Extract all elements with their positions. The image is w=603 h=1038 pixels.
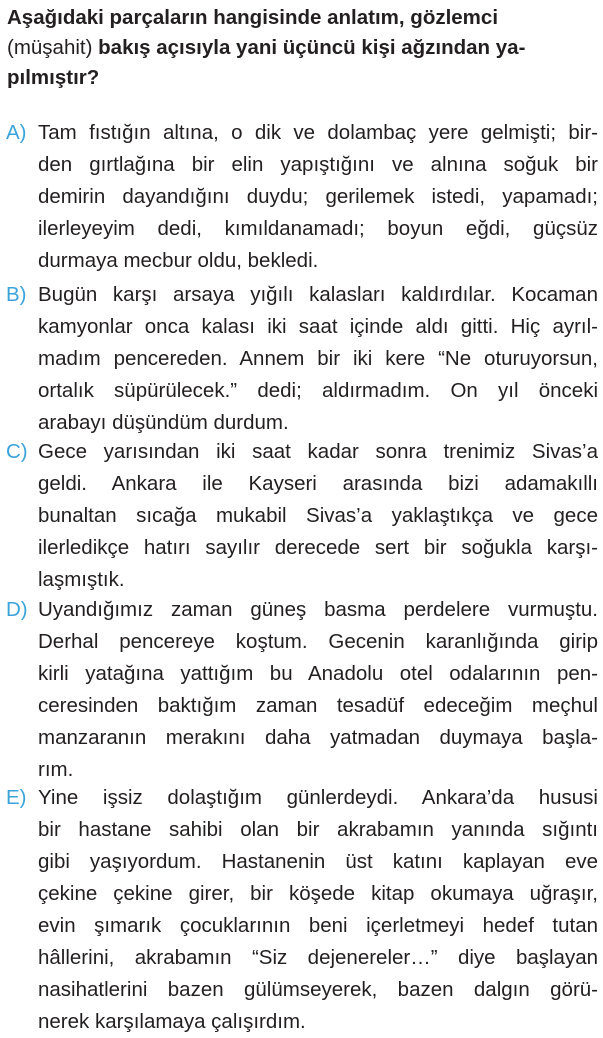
option-line: ceresinden baktığım zaman tesadüf edeceğim meçhul: [38, 694, 598, 717]
option-line: evin şımarık çocuklarının beni içerletmeyi hedef tutan: [38, 914, 598, 937]
option-line: arabayı düşündüm durdum.: [38, 411, 289, 434]
option-line: hâllerini, akrabamın “Siz dejenereler…” diye başlayan: [38, 946, 598, 969]
option-line: Uyandığımız zaman güneş basma perdelere vurmuştu.: [38, 598, 598, 621]
question-line: [7, 63, 597, 93]
option-letter: B): [6, 283, 27, 306]
option-letter: D): [6, 598, 28, 621]
option-line: ilerleyeyim dedi, kımıldanamadı; boyun eğdi, güçsüz: [38, 217, 598, 240]
option-line: gibi yaşıyordum. Hastanenin üst katını kaplayan eve: [38, 850, 598, 873]
option-line: Gece yarısından iki saat kadar sonra trenimiz Sivas’a: [38, 440, 598, 463]
option-line: ilerledikçe hatırı sayılır derecede sert bir soğukla karşı-: [38, 536, 598, 559]
option-line: nerek karşılamaya çalışırdım.: [38, 1010, 306, 1033]
option-text: [38, 594, 598, 786]
question-text-bold: pılmıştır?: [7, 66, 100, 89]
option-line: laşmıştık.: [38, 568, 125, 591]
option-line: çekine çekine girer, bir köşede kitap okumaya uğraşır,: [38, 882, 598, 905]
option-line: bunaltan sıcağa mukabil Sivas’a yaklaştıkça ve gece: [38, 504, 598, 527]
option-line: ortalık süpürülecek.” dedi; aldırmadım. On yıl önceki: [38, 379, 598, 402]
option-line: Yine işsiz dolaştığım günlerdeydi. Ankara’da hususi: [38, 786, 598, 809]
option-line: bir hastane sahibi olan bir akrabamın yanında sığıntı: [38, 818, 598, 841]
question-line: [7, 33, 597, 63]
option-line: durmaya mecbur oldu, bekledi.: [38, 249, 319, 272]
option-text: [38, 436, 598, 596]
question-text-bold: bakış açısıyla yani üçüncü kişi ağzından ya-: [98, 36, 526, 59]
question-stem: [7, 3, 597, 93]
option-line: manzaranın merakını daha yatmadan duymaya başla-: [38, 726, 598, 749]
option-line: demirin dayandığını duydu; gerilemek istedi, yapamadı;: [38, 185, 598, 208]
question-text-regular: (müşahit): [7, 36, 99, 59]
option-text: [38, 782, 598, 1038]
option-line: Bugün karşı arsaya yığılı kalasları kaldırdılar. Kocaman: [38, 283, 598, 306]
option-line: madım pencereden. Annem bir iki kere “Ne oturuyorsun,: [38, 347, 598, 370]
option-line: den gırtlağına bir elin yapıştığını ve alnına soğuk bir: [38, 153, 598, 176]
option-text: [38, 117, 598, 277]
option-line: kirli yatağına yattığım bu Anadolu otel odalarının pen-: [38, 662, 598, 685]
option-letter: A): [6, 121, 27, 144]
option-line: kamyonlar onca kalası iki saat içinde aldı gitti. Hiç ayrıl-: [38, 315, 598, 338]
option-line: Tam fıstığın altına, o dik ve dolambaç yere gelmişti; bir-: [38, 121, 598, 144]
option-line: geldi. Ankara ile Kayseri arasında bizi adamakıllı: [38, 472, 598, 495]
question-text-bold: Aşağıdaki parçaların hangisinde anlatım, gözlemci: [7, 6, 499, 29]
option-line: nasihatlerini bazen gülümseyerek, bazen dalgın görü-: [38, 978, 598, 1001]
option-letter: E): [6, 786, 27, 809]
option-text: [38, 279, 598, 439]
option-letter: C): [6, 440, 28, 463]
option-line: rım.: [38, 758, 74, 781]
question-line: [7, 3, 597, 33]
option-line: Derhal pencereye koştum. Gecenin karanlığında girip: [38, 630, 598, 653]
